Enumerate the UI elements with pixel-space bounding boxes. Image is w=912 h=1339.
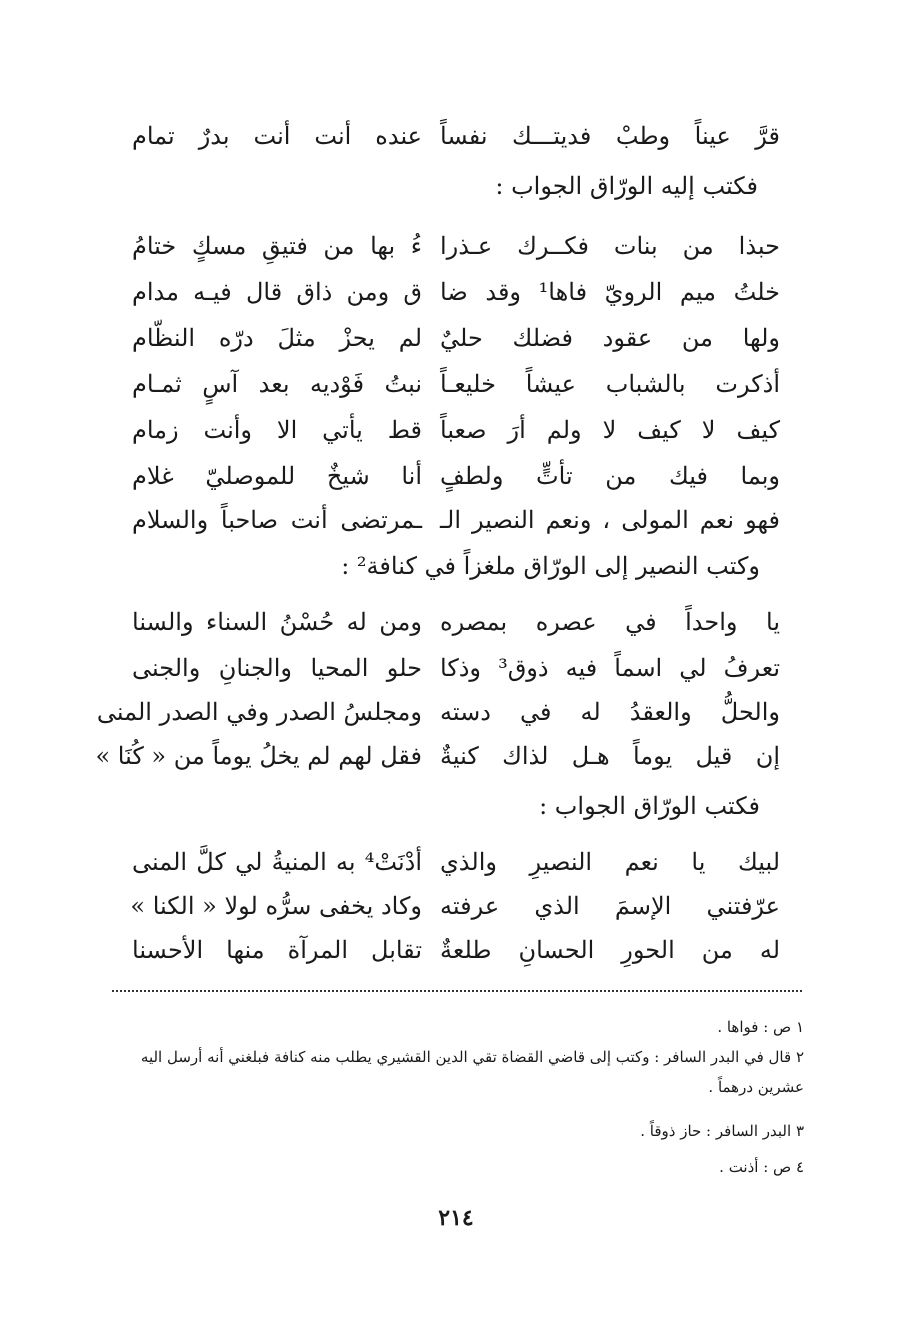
verse (132, 456, 780, 496)
verse-second-hemistich: أدْنَتْ⁴ به المنيةُ لي كلَّ المنى (132, 848, 422, 876)
verse-first-hemistich: لبيك يا نعم النصيرِ والذي (440, 848, 780, 876)
verse (95, 736, 780, 776)
verse-first-hemistich: تعرفُ لي اسماً فيه ذوق³ وذكا (440, 654, 780, 682)
verse-second-hemistich: قط يأتي الا وأنت زمام (132, 416, 422, 444)
verse (132, 364, 780, 404)
verse-second-hemistich: تقابل المرآة منها الأحسنا (132, 936, 422, 964)
verse (132, 272, 780, 312)
verse-first-hemistich: والحلُّ والعقدُ له في دسته (440, 698, 780, 726)
verse-first-hemistich: إن قيل يوماً هـل لذاك كنيةٌ (440, 742, 780, 770)
verse-second-hemistich: حلو المحيا والجنانِ والجنى (132, 654, 422, 682)
verse-second-hemistich: فقل لهم لم يخلُ يوماً من « كُنَا » (95, 742, 422, 770)
verse-first-hemistich: يا واحداً في عصره بمصره (440, 608, 780, 636)
verse (132, 318, 780, 358)
footnote-divider (112, 990, 802, 992)
verse-second-hemistich: لم يحزْ مثلَ درّه النظّام (132, 324, 422, 352)
verse (132, 226, 780, 266)
verse (132, 602, 780, 642)
intro-line: وكتب النصير إلى الورّاق ملغزاً في كنافة² : (341, 552, 760, 580)
verse-first-hemistich: قرَّ عيناً وطبْ فديتـــك نفساً (440, 122, 780, 150)
verse-second-hemistich: ءُ بها من فتيقِ مسكٍ ختامُ (132, 232, 422, 260)
footnote: ٢ قال في البدر السافر : وكتب إلى قاضي القضاة تقي الدين القشيري يطلب منه كنافة فبلغني أنه أرسل اليه عشرين درهماً . (140, 1048, 804, 1096)
footnote: ٣ البدر السافر : حاز ذوقاً . (640, 1122, 804, 1140)
verse (132, 410, 780, 450)
verse-first-hemistich: حبذا من بنات فكــرك عـذرا (440, 232, 780, 260)
verse-first-hemistich: كيف لا كيف لا ولم أرَ صعباً (440, 416, 780, 444)
intro-line: فكتب إليه الورّاق الجواب : (495, 172, 758, 200)
footnote: ١ ص : فواها . (717, 1018, 804, 1036)
verse-second-hemistich: ـمرتضى أنت صاحباً والسلام (132, 506, 422, 534)
verse-first-hemistich: له من الحورِ الحسانِ طلعةٌ (440, 936, 780, 964)
verse-second-hemistich: ومن له حُسْنُ السناء والسنا (132, 608, 422, 636)
verse (132, 500, 780, 540)
verse (132, 648, 780, 688)
footnote: ٤ ص : أذنت . (719, 1158, 804, 1176)
intro-line: فكتب الورّاق الجواب : (539, 792, 760, 820)
verse-second-hemistich: ق ومن ذاق قال فيـه مدام (132, 278, 422, 306)
verse-second-hemistich: وكاد يخفى سرُّه لولا « الكنا » (130, 892, 422, 920)
verse-second-hemistich: نبتُ فَوْديه بعد آسٍ ثمـام (132, 370, 422, 398)
verse (132, 886, 780, 926)
page-number: ٢١٤ (438, 1205, 474, 1231)
verse-second-hemistich: ومجلسُ الصدر وفي الصدر المنى (96, 698, 422, 726)
verse-second-hemistich: عنده أنت أنت بدرٌ تمام (132, 122, 422, 150)
verse (132, 930, 780, 970)
verse (132, 116, 780, 156)
verse-first-hemistich: ولها من عقود فضلك حليٌ (440, 324, 780, 352)
verse-first-hemistich: فهو نعم المولى ، ونعم النصير الـ (440, 506, 780, 534)
verse (132, 842, 780, 882)
verse-first-hemistich: وبما فيك من تأتٍّ ولطفٍ (440, 462, 780, 490)
verse-first-hemistich: عرّفتني الإسمَ الذي عرفته (440, 892, 780, 920)
verse-second-hemistich: أنا شيخٌ للموصليّ غلام (132, 462, 422, 490)
verse-first-hemistich: أذكرت بالشباب عيشاً خليعـاً (440, 370, 780, 398)
verse (96, 692, 780, 732)
verse-first-hemistich: خلتُ ميم الرويّ فاها¹ وقد ضا (440, 278, 781, 306)
